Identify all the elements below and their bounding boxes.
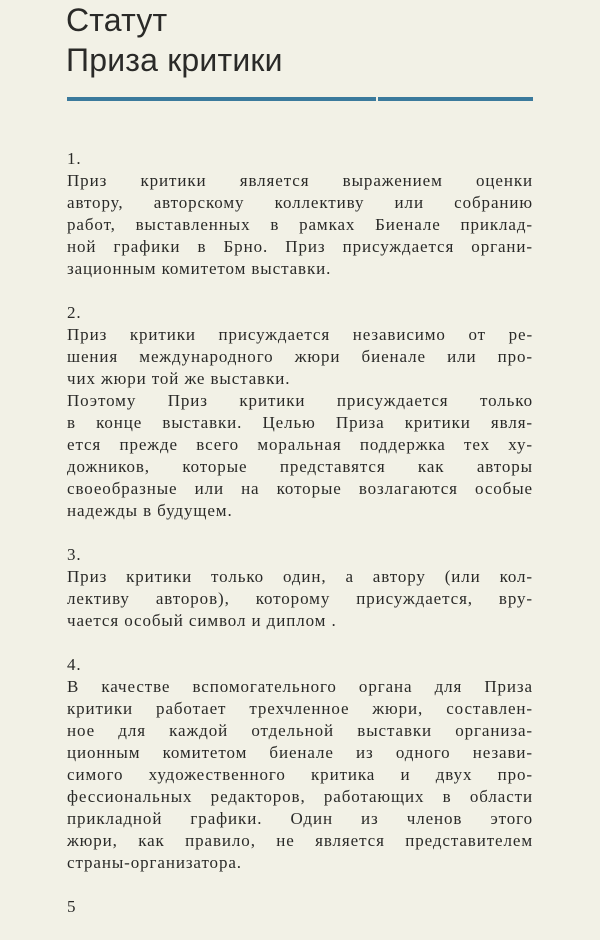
title-rule bbox=[67, 97, 533, 101]
text-line: ется прежде всего моральная поддержка тех ху- bbox=[67, 435, 533, 454]
title-rule-break bbox=[376, 97, 378, 101]
section-number: 5 bbox=[67, 897, 77, 916]
text-line: чих жюри той же выставки. bbox=[67, 369, 291, 388]
text-line: прикладной графики. Один из членов этого bbox=[67, 809, 533, 828]
text-line: В качестве вспомогательного органа для Приза bbox=[67, 677, 533, 696]
text-line: ной графики в Брно. Приз присуждается органи- bbox=[67, 237, 533, 256]
text-line: Поэтому Приз критики присуждается только bbox=[67, 391, 533, 410]
section-number: 1. bbox=[67, 149, 82, 168]
text-line: симого художественного критика и двух про- bbox=[67, 765, 533, 784]
text-line: зационным комитетом выставки. bbox=[67, 259, 332, 278]
text-line: надежды в будущем. bbox=[67, 501, 233, 520]
text-line: своеобразные или на которые возлагаются особые bbox=[67, 479, 533, 498]
section-number: 4. bbox=[67, 655, 82, 674]
section-paragraph bbox=[67, 390, 533, 522]
title-line-1: Статут bbox=[66, 2, 168, 38]
text-line: жюри, как правило, не является представителем bbox=[67, 831, 533, 850]
text-line: критики работает трехчленное жюри, составлен- bbox=[67, 699, 533, 718]
text-line: Приз критики является выражением оценки bbox=[67, 171, 533, 190]
section-paragraph bbox=[67, 324, 533, 390]
text-line: Приз критики только один, а автору (или кол- bbox=[67, 567, 533, 586]
section-1 bbox=[67, 148, 533, 280]
text-line: чается особый символ и диплом . bbox=[67, 611, 337, 630]
text-line: в конце выставки. Целью Приза критики явля- bbox=[67, 413, 533, 432]
text-line: шения международного жюри биенале или про- bbox=[67, 347, 533, 366]
text-line: автору, авторскому коллективу или собранию bbox=[67, 193, 533, 212]
section-3 bbox=[67, 544, 533, 632]
text-line: лективу авторов), которому присуждается, вру- bbox=[67, 589, 533, 608]
section-paragraph bbox=[67, 566, 533, 632]
text-line: страны-организатора. bbox=[67, 853, 242, 872]
section-2 bbox=[67, 302, 533, 522]
statute-sections bbox=[67, 148, 533, 940]
text-line: дожников, которые представятся как авторы bbox=[67, 457, 533, 476]
section-number: 2. bbox=[67, 303, 82, 322]
title-line-2: Приза критики bbox=[66, 42, 283, 78]
section-4 bbox=[67, 654, 533, 874]
section-paragraph bbox=[67, 170, 533, 280]
text-line: работ, выставленных в рамках Биенале приклад- bbox=[67, 215, 533, 234]
text-line: Приз критики присуждается независимо от ре- bbox=[67, 325, 533, 344]
section-number: 3. bbox=[67, 545, 82, 564]
section-5 bbox=[67, 896, 533, 918]
document-title bbox=[66, 0, 283, 80]
section-paragraph bbox=[67, 676, 533, 874]
text-line: ное для каждой отдельной выставки организа- bbox=[67, 721, 533, 740]
text-line: ционным комитетом биенале из одного незави- bbox=[67, 743, 533, 762]
text-line: фессиональных редакторов, работающих в области bbox=[67, 787, 533, 806]
